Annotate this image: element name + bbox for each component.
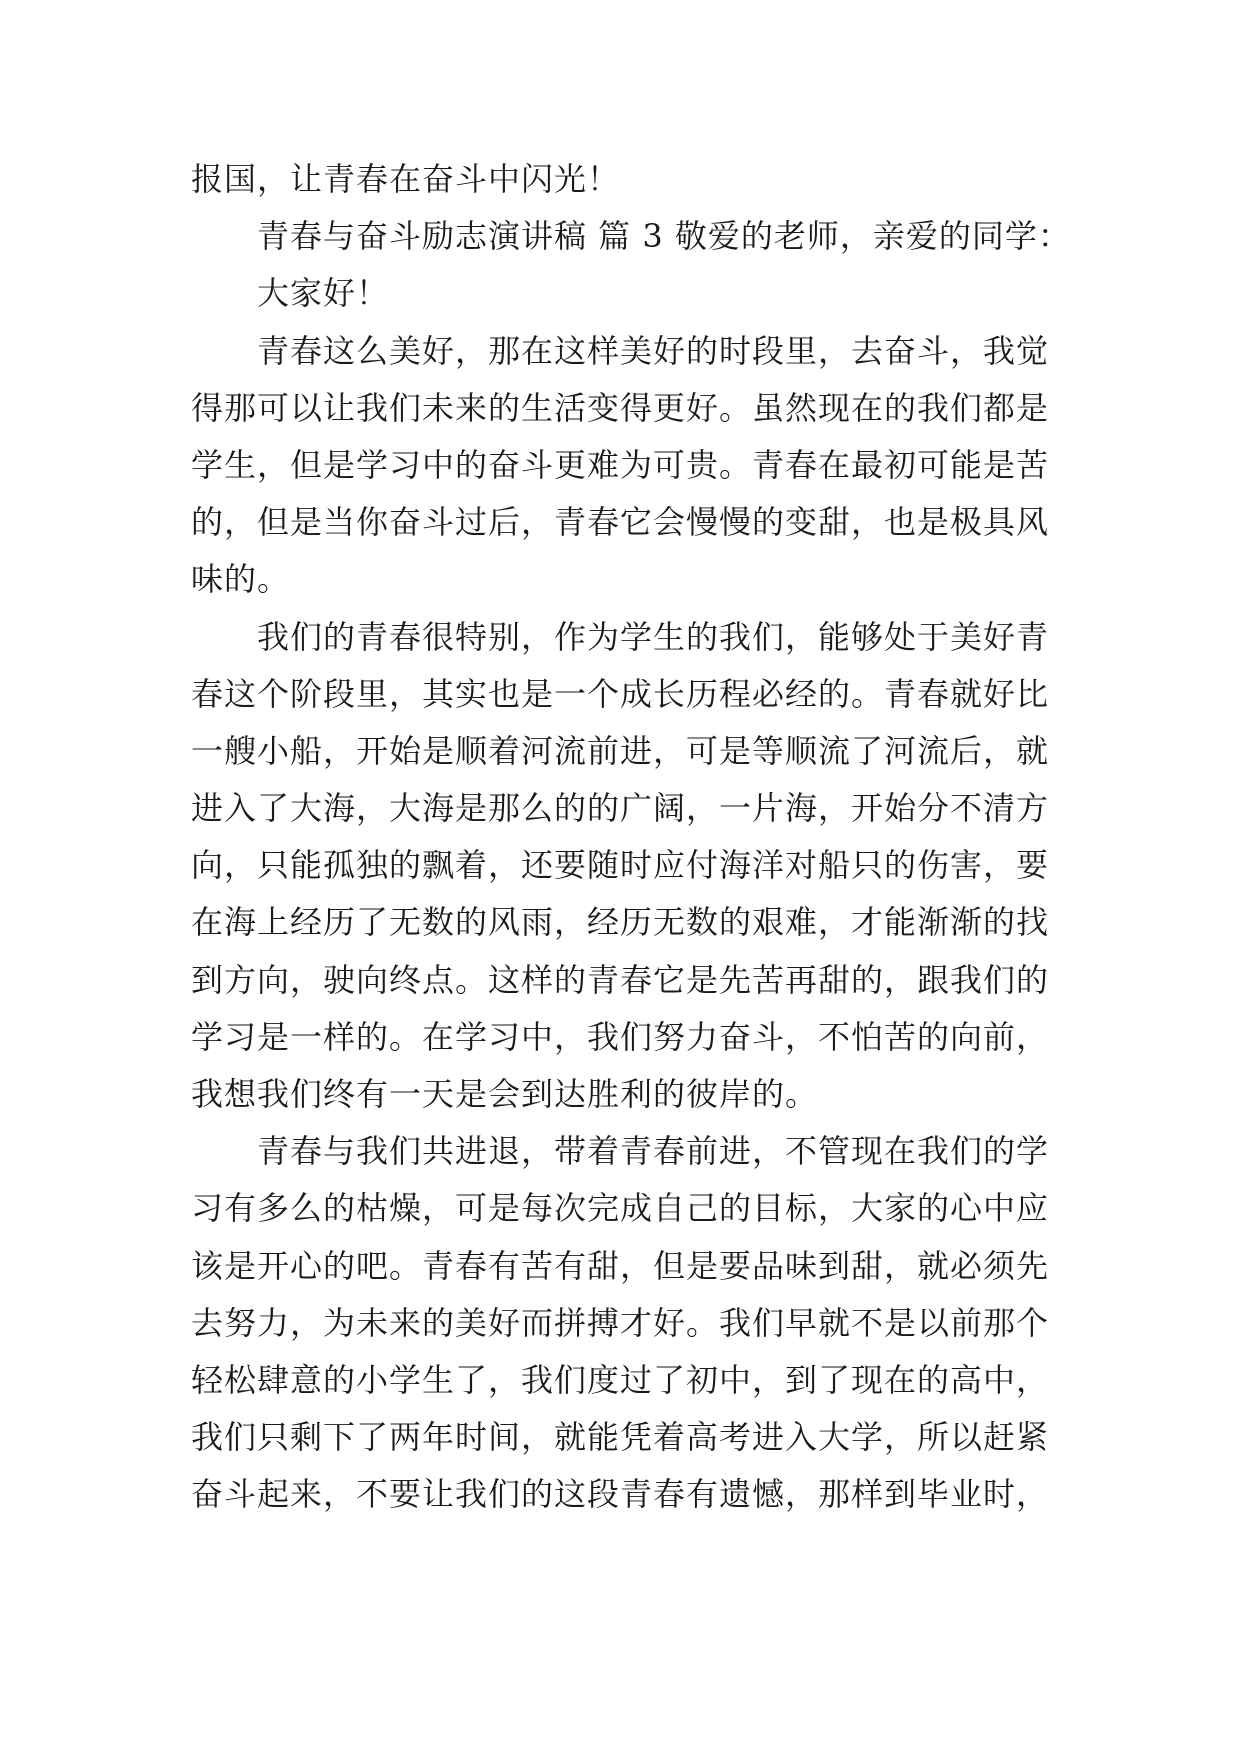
text-line: 得那可以让我们未来的生活变得更好。虽然现在的我们都是 bbox=[191, 388, 1050, 427]
text-line: 我想我们终有一天是会到达胜利的彼岸的。 bbox=[191, 1075, 819, 1113]
text-line: 青春这么美好，那在这样美好的时段里，去奋斗，我觉 bbox=[257, 331, 1050, 370]
text-line: 向，只能孤独的飘着，还要随时应付海洋对船只的伤害，要 bbox=[191, 846, 1050, 885]
text-line: 学习是一样的。在学习中，我们努力奋斗，不怕苦的向前， bbox=[191, 1017, 1050, 1056]
text-line: 该是开心的吧。青春有苦有甜，但是要品味到甜，就必须先 bbox=[191, 1246, 1050, 1285]
text-line: 奋斗起来，不要让我们的这段青春有遗憾，那样到毕业时， bbox=[191, 1475, 1050, 1514]
text-line: 春这个阶段里，其实也是一个成长历程必经的。青春就好比 bbox=[191, 674, 1050, 713]
text-line: 大家好！ bbox=[257, 274, 390, 313]
text-line: 报国，让青春在奋斗中闪光！ bbox=[191, 160, 621, 198]
text-line: 在海上经历了无数的风雨，经历无数的艰难，才能渐渐的找 bbox=[191, 903, 1050, 942]
text-line: 的，但是当你奋斗过后，青春它会慢慢的变甜，也是极具风 bbox=[191, 503, 1050, 542]
text-line: 我们的青春很特别，作为学生的我们，能够处于美好青 bbox=[257, 617, 1050, 656]
text-line: 味的。 bbox=[191, 560, 291, 599]
text-line: 青春与我们共进退，带着青春前进，不管现在我们的学 bbox=[257, 1132, 1050, 1171]
text-line: 我们只剩下了两年时间，就能凭着高考进入大学，所以赶紧 bbox=[191, 1418, 1050, 1457]
text-line: 进入了大海，大海是那么的的广阔，一片海，开始分不清方 bbox=[191, 789, 1050, 828]
text-line: 习有多么的枯燥，可是每次完成自己的目标，大家的心中应 bbox=[191, 1189, 1050, 1228]
text-line: 去努力，为未来的美好而拼搏才好。我们早就不是以前那个 bbox=[191, 1303, 1050, 1342]
text-line: 学生，但是学习中的奋斗更难为可贵。青春在最初可能是苦 bbox=[191, 445, 1050, 484]
text-line: 一艘小船，开始是顺着河流前进，可是等顺流了河流后，就 bbox=[191, 731, 1050, 770]
text-line: 青春与奋斗励志演讲稿 篇 3 敬爱的老师，亲爱的同学： bbox=[257, 217, 1071, 256]
text-line: 轻松肆意的小学生了，我们度过了初中，到了现在的高中， bbox=[191, 1360, 1050, 1399]
text-line: 到方向，驶向终点。这样的青春它是先苦再甜的，跟我们的 bbox=[191, 960, 1050, 999]
speech-text-body bbox=[191, 151, 1071, 1524]
